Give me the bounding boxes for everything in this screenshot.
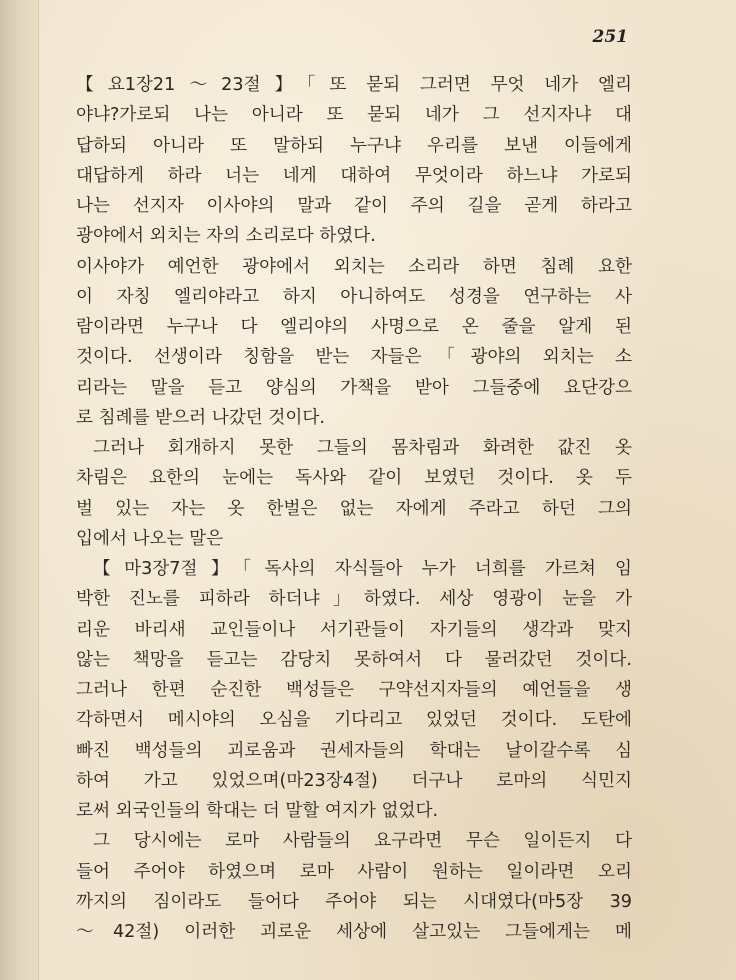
text-line: 나는 선지자 이사야의 말과 같이 주의 길을 곧게 하라고 xyxy=(76,196,632,216)
text-line: 박한 진노를 피하라 하더냐」하였다. 세상 영광이 눈을 가 xyxy=(76,589,632,610)
text-line: 그러나 한편 순진한 백성들은 구약선지자들의 예언들을 생 xyxy=(76,680,632,700)
text-line: 리라는 말을 듣고 양심의 가책을 받아 그들중에 요단강으 xyxy=(76,377,632,398)
text-line: 각하면서 메시야의 오심을 기다리고 있었던 것이다. 도탄에 xyxy=(76,710,632,731)
page-number: 251 xyxy=(592,27,628,47)
text-line: ～42절) 이러한 괴로운 세상에 살고있는 그들에게는 메 xyxy=(76,922,632,942)
text-line: 로 침례를 받으러 나갔던 것이다. xyxy=(76,407,325,428)
text-line: 대답하게 하라 너는 네게 대하여 무엇이라 하느냐 가로되 xyxy=(76,165,632,186)
text-line: 것이다. 선생이라 칭함을 받는 자들은「광야의 외치는 소 xyxy=(76,347,632,368)
text-line: 그 당시에는 로마 사람들의 요구라면 무슨 일이든지 다 xyxy=(93,831,632,852)
text-line: 까지의 짐이라도 들어다 주어야 되는 시대였다(마5장 39 xyxy=(76,891,632,912)
text-line: 로써 외국인들의 학대는 더 말할 여지가 없었다. xyxy=(76,801,439,821)
body-text xyxy=(76,70,632,947)
text-line: 【마3장7절】「독사의 자식들아 누가 너희를 가르쳐 임 xyxy=(93,559,632,579)
text-line: 야냐?가로되 나는 아니라 또 묻되 네가 그 선지자냐 대 xyxy=(76,105,632,126)
text-line: 광야에서 외치는 자의 소리로다 하였다. xyxy=(76,226,376,247)
text-line: 리운 바리새 교인들이나 서기관들이 자기들의 생각과 맞지 xyxy=(76,619,632,640)
text-line: 들어 주어야 하였으며 로마 사람이 원하는 일이라면 오리 xyxy=(76,861,632,882)
text-line: 이사야가 예언한 광야에서 외치는 소리라 하면 침례 요한 xyxy=(76,256,632,277)
page-gutter xyxy=(0,0,39,980)
text-line: 하여 가고 있었으며(마23장4절) 더구나 로마의 식민지 xyxy=(76,770,632,791)
text-line: 빠진 백성들의 괴로움과 권세자들의 학대는 날이갈수록 심 xyxy=(76,740,632,761)
text-line: 이 자칭 엘리야라고 하지 아니하여도 성경을 연구하는 사 xyxy=(76,286,632,307)
text-line: 벌 있는 자는 옷 한벌은 없는 자에게 주라고 하던 그의 xyxy=(76,498,632,519)
text-line: 않는 책망을 듣고는 감당치 못하여서 다 물러갔던 것이다. xyxy=(76,649,632,670)
text-line: 람이라면 누구나 다 엘리야의 사명으로 온 줄을 알게 된 xyxy=(76,317,632,337)
text-line: 차림은 요한의 눈에는 독사와 같이 보였던 것이다. 옷 두 xyxy=(76,468,632,489)
text-line: 【요1장21～23절】「또 묻되 그러면 무엇 네가 엘리 xyxy=(76,75,632,95)
text-line: 입에서 나오는 말은 xyxy=(76,528,224,549)
text-line: 그러나 회개하지 못한 그들의 몸차림과 화려한 값진 옷 xyxy=(93,438,632,458)
text-line: 답하되 아니라 또 말하되 누구냐 우리를 보낸 이들에게 xyxy=(76,135,632,156)
